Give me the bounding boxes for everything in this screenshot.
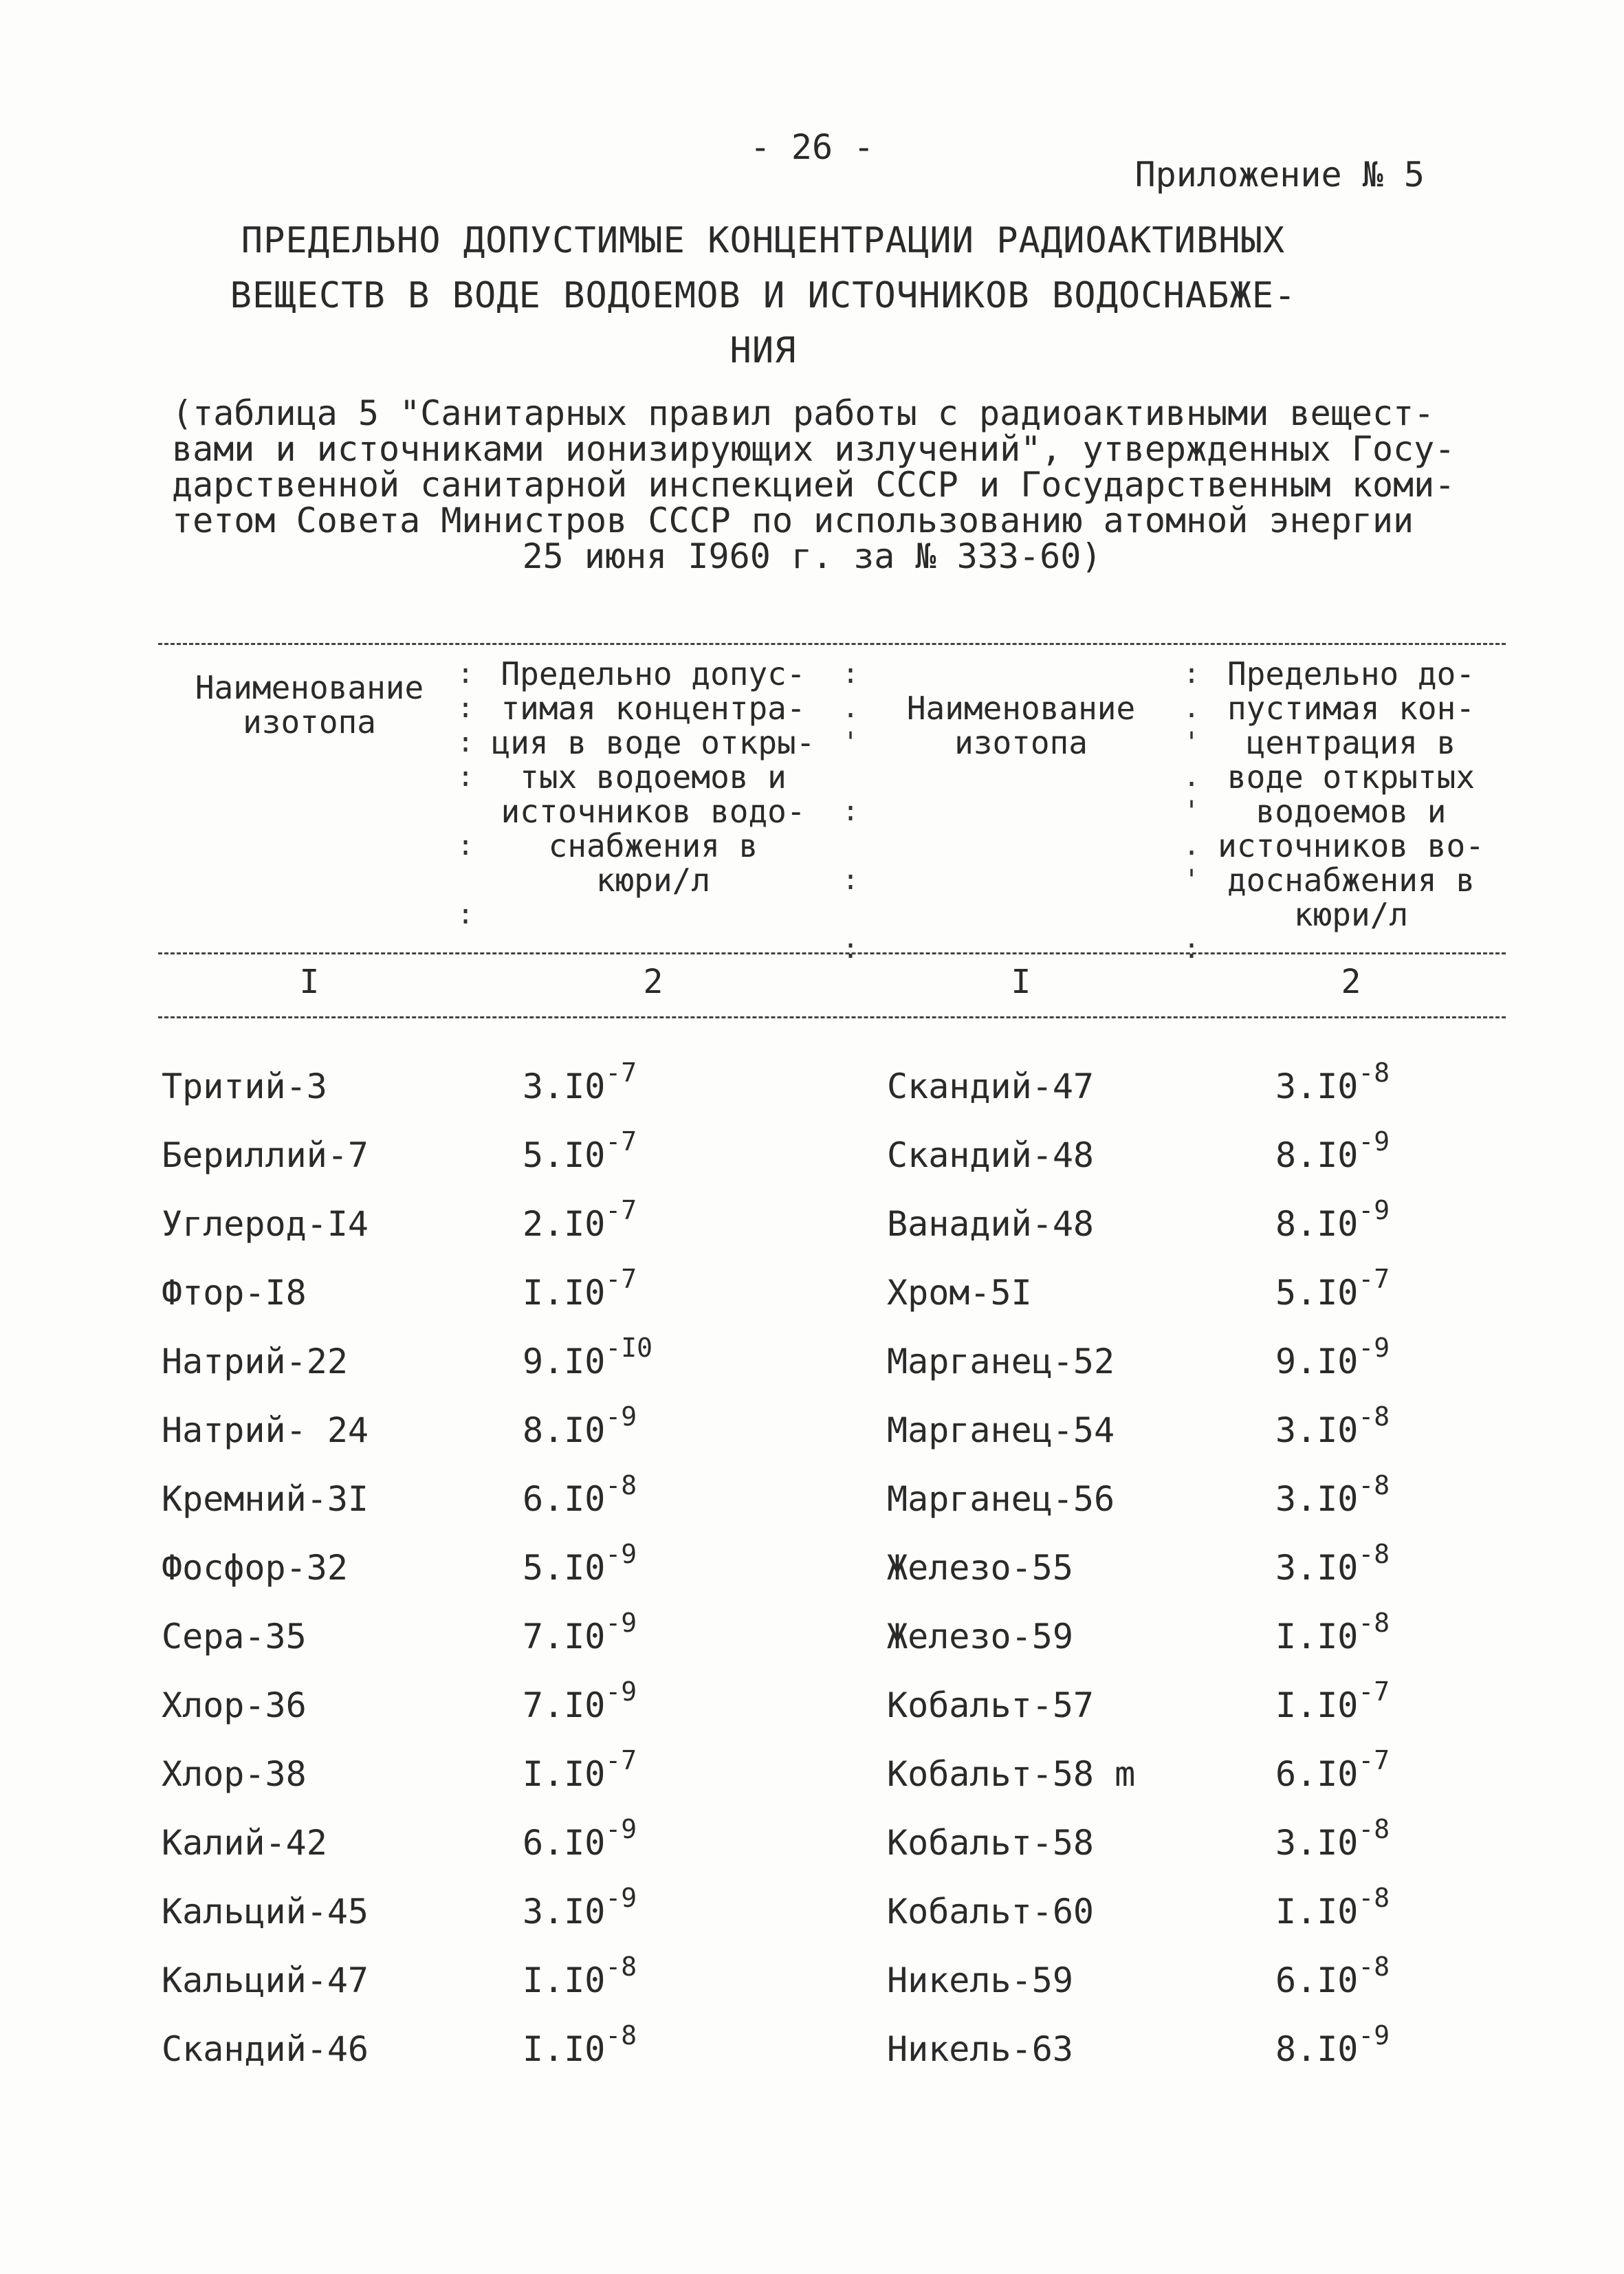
- concentration-value: [523, 1946, 637, 2015]
- value-exponent: -8: [1358, 1539, 1390, 1569]
- isotope-name: Кальций-45: [162, 1892, 369, 1932]
- concentration-value: [523, 1327, 652, 1396]
- value-mantissa: 3.I0: [523, 1892, 606, 1932]
- header-name-line-2: изотопа: [954, 724, 1088, 761]
- table-top-rule: [158, 643, 1506, 645]
- page-number: - 26 -: [749, 127, 875, 167]
- isotope-name: Сера-35: [162, 1617, 307, 1657]
- concentration-value: [523, 2015, 637, 2084]
- isotope-name: Кремний-3I: [162, 1479, 369, 1519]
- isotope-name: Углерод-I4: [162, 1204, 369, 1244]
- table-row: [0, 1946, 1624, 2015]
- header-conc-right: [1200, 657, 1502, 932]
- value-exponent: -8: [1358, 1470, 1390, 1500]
- isotope-name: Никель-59: [887, 1960, 1073, 2000]
- value-exponent: -9: [1358, 1333, 1390, 1363]
- header-conc-right-line: центрация в: [1246, 724, 1456, 761]
- value-mantissa: I.I0: [1275, 1685, 1359, 1725]
- value-exponent: -8: [605, 1470, 637, 1500]
- header-conc-left: [474, 657, 832, 897]
- value-mantissa: 8.I0: [1275, 1204, 1359, 1244]
- value-mantissa: I.I0: [1275, 1617, 1359, 1657]
- table-row: [0, 1671, 1624, 1740]
- concentration-value: [1275, 1121, 1390, 1190]
- header-name-left: [172, 670, 447, 739]
- isotope-name: Скандий-47: [887, 1067, 1095, 1106]
- concentration-value: [1275, 1052, 1390, 1121]
- isotope-name: Фтор-I8: [162, 1273, 307, 1313]
- concentration-value: [523, 1740, 637, 1808]
- header-conc-left-line: источников водо-: [501, 793, 806, 830]
- table-row: [0, 1877, 1624, 1946]
- value-mantissa: 8.I0: [1275, 1135, 1359, 1175]
- table-numbers-rule: [158, 1016, 1506, 1018]
- title-line-3: НИЯ: [729, 330, 797, 371]
- isotope-name: Тритий-3: [162, 1067, 327, 1106]
- value-mantissa: I.I0: [523, 1960, 606, 2000]
- value-exponent: -8: [1358, 1608, 1390, 1638]
- concentration-value: [1275, 1327, 1390, 1396]
- table-row: [0, 1533, 1624, 1602]
- header-name-line-1: Наименование: [906, 690, 1136, 727]
- note-line-4: тетом Совета Министров СССР по использованию атомной энергии: [172, 501, 1414, 540]
- table-row: [0, 2015, 1624, 2084]
- value-mantissa: 7.I0: [523, 1617, 606, 1657]
- value-exponent: -9: [1358, 1195, 1390, 1225]
- isotope-name: Железо-55: [887, 1548, 1073, 1588]
- isotope-name: Скандий-48: [887, 1135, 1095, 1175]
- header-conc-left-line: тых водоемов и: [520, 758, 787, 796]
- table-header-rule: [158, 952, 1506, 954]
- value-mantissa: 3.I0: [1275, 1067, 1359, 1106]
- value-exponent: -7: [605, 1126, 637, 1157]
- concentration-value: [1275, 2015, 1390, 2084]
- value-mantissa: 3.I0: [1275, 1548, 1359, 1588]
- header-conc-right-line: доснабжения в: [1227, 862, 1475, 899]
- concentration-value: [523, 1258, 637, 1327]
- table-row: [0, 1327, 1624, 1396]
- concentration-value: [1275, 1258, 1390, 1327]
- table-row: [0, 1121, 1624, 1190]
- value-exponent: -7: [1358, 1745, 1390, 1775]
- concentration-value: [1275, 1877, 1390, 1946]
- value-mantissa: 3.I0: [523, 1067, 606, 1106]
- table-row: [0, 1396, 1624, 1465]
- isotope-name: Скандий-46: [162, 2029, 369, 2069]
- concentration-value: [1275, 1740, 1390, 1808]
- value-exponent: -8: [605, 2020, 637, 2051]
- value-mantissa: 2.I0: [523, 1204, 606, 1244]
- isotope-name: Натрий-22: [162, 1342, 348, 1381]
- isotope-name: Кальций-47: [162, 1960, 369, 2000]
- isotope-name: Кобальт-58 m: [887, 1754, 1136, 1794]
- value-exponent: -7: [605, 1058, 637, 1088]
- isotope-name: Кобальт-58: [887, 1823, 1095, 1863]
- column-separator: : . ' . ' . ' :: [1183, 658, 1200, 965]
- concentration-value: [523, 1052, 637, 1121]
- column-separator: : . ' : : :: [842, 658, 859, 965]
- concentration-value: [523, 1121, 637, 1190]
- value-mantissa: 6.I0: [523, 1823, 606, 1863]
- header-conc-right-line: Предельно до-: [1227, 655, 1475, 692]
- concentration-value: [1275, 1602, 1390, 1671]
- concentration-value: [523, 1602, 637, 1671]
- value-exponent: -7: [1358, 1264, 1390, 1294]
- value-exponent: -9: [605, 1539, 637, 1569]
- value-exponent: -7: [1358, 1676, 1390, 1707]
- column-number: 2: [1341, 963, 1361, 1001]
- value-exponent: -8: [1358, 1883, 1390, 1913]
- concentration-value: [1275, 1946, 1390, 2015]
- concentration-value: [523, 1465, 637, 1533]
- value-mantissa: 7.I0: [523, 1685, 606, 1725]
- header-conc-left-line: Предельно допус-: [501, 655, 806, 692]
- value-mantissa: 8.I0: [523, 1410, 606, 1450]
- isotope-name: Никель-63: [887, 2029, 1073, 2069]
- concentration-value: [1275, 1671, 1390, 1740]
- isotope-name: Натрий- 24: [162, 1410, 369, 1450]
- isotope-name: Железо-59: [887, 1617, 1073, 1657]
- value-exponent: -9: [605, 1608, 637, 1638]
- header-conc-left-line: кюри/л: [595, 862, 711, 899]
- value-mantissa: 3.I0: [1275, 1479, 1359, 1519]
- table-row: [0, 1740, 1624, 1808]
- value-mantissa: I.I0: [1275, 1892, 1359, 1932]
- value-mantissa: I.I0: [523, 1273, 606, 1313]
- value-mantissa: 9.I0: [523, 1342, 606, 1381]
- isotope-name: Хром-5I: [887, 1273, 1032, 1313]
- value-mantissa: 6.I0: [1275, 1960, 1359, 2000]
- value-exponent: -8: [605, 1952, 637, 1982]
- value-exponent: -8: [1358, 1401, 1390, 1432]
- value-exponent: -9: [605, 1814, 637, 1844]
- note-line-1: (таблица 5 "Санитарных правил работы с радиоактивными вещест-: [172, 393, 1435, 433]
- value-exponent: -7: [605, 1745, 637, 1775]
- header-conc-left-line: ция в воде откры-: [491, 724, 815, 761]
- concentration-value: [1275, 1396, 1390, 1465]
- header-conc-right-line: водоемов и: [1255, 793, 1447, 830]
- value-mantissa: 5.I0: [523, 1548, 606, 1588]
- value-exponent: -8: [1358, 1952, 1390, 1982]
- header-conc-right-line: источников во-: [1218, 827, 1484, 864]
- value-exponent: -9: [605, 1401, 637, 1432]
- value-exponent: -I0: [605, 1333, 653, 1363]
- value-mantissa: 3.I0: [1275, 1823, 1359, 1863]
- isotope-name: Кобальт-57: [887, 1685, 1095, 1725]
- isotope-name: Марганец-54: [887, 1410, 1115, 1450]
- note-line-5: 25 июня I960 г. за № 333-60): [522, 536, 1102, 576]
- concentration-value: [523, 1671, 637, 1740]
- isotope-name: Бериллий-7: [162, 1135, 369, 1175]
- header-conc-right-line: кюри/л: [1293, 896, 1409, 933]
- value-mantissa: 9.I0: [1275, 1342, 1359, 1381]
- concentration-value: [1275, 1808, 1390, 1877]
- value-mantissa: 3.I0: [1275, 1410, 1359, 1450]
- note-line-3: дарственной санитарной инспекцией СССР и Государственным коми-: [172, 465, 1456, 505]
- value-mantissa: 6.I0: [1275, 1754, 1359, 1794]
- value-mantissa: 6.I0: [523, 1479, 606, 1519]
- value-exponent: -8: [1358, 1058, 1390, 1088]
- value-exponent: -9: [1358, 1126, 1390, 1157]
- table-row: [0, 1190, 1624, 1258]
- header-name-line-2: изотопа: [243, 703, 376, 741]
- isotope-name: Хлор-36: [162, 1685, 307, 1725]
- value-mantissa: 5.I0: [523, 1135, 606, 1175]
- column-number: I: [299, 963, 320, 1001]
- isotope-name: Марганец-56: [887, 1479, 1115, 1519]
- table-row: [0, 1602, 1624, 1671]
- note-line-2: вами и источниками ионизирующих излучений", утвержденных Госу-: [172, 429, 1456, 469]
- isotope-name: Калий-42: [162, 1823, 327, 1863]
- concentration-value: [523, 1533, 637, 1602]
- concentration-value: [523, 1877, 637, 1946]
- concentration-value: [523, 1396, 637, 1465]
- table-row: [0, 1258, 1624, 1327]
- concentration-value: [1275, 1190, 1390, 1258]
- value-mantissa: 8.I0: [1275, 2029, 1359, 2069]
- column-number: I: [1011, 963, 1031, 1001]
- isotope-name: Фосфор-32: [162, 1548, 348, 1588]
- concentration-value: [523, 1190, 637, 1258]
- column-number: 2: [643, 963, 663, 1001]
- isotope-name: Марганец-52: [887, 1342, 1115, 1381]
- value-exponent: -7: [605, 1264, 637, 1294]
- header-name-right: [866, 691, 1176, 760]
- header-conc-right-line: пустимая кон-: [1227, 690, 1475, 727]
- value-exponent: -9: [605, 1883, 637, 1913]
- value-mantissa: 5.I0: [1275, 1273, 1359, 1313]
- appendix-label: Приложение № 5: [1134, 155, 1425, 195]
- isotope-name: Ванадий-48: [887, 1204, 1095, 1244]
- header-conc-right-line: воде открытых: [1227, 758, 1475, 796]
- title-line-2: ВЕЩЕСТВ В ВОДЕ ВОДОЕМОВ И ИСТОЧНИКОВ ВОДОСНАБЖЕ-: [230, 275, 1297, 316]
- value-exponent: -9: [1358, 2020, 1390, 2051]
- title-line-1: ПРЕДЕЛЬНО ДОПУСТИМЫЕ КОНЦЕНТРАЦИИ РАДИОАКТИВНЫХ: [241, 220, 1286, 261]
- value-mantissa: I.I0: [523, 2029, 606, 2069]
- concentration-value: [1275, 1533, 1390, 1602]
- isotope-name: Хлор-38: [162, 1754, 307, 1794]
- isotope-name: Кобальт-60: [887, 1892, 1095, 1932]
- concentration-value: [523, 1808, 637, 1877]
- concentration-value: [1275, 1465, 1390, 1533]
- header-conc-left-line: тимая концентра-: [501, 690, 806, 727]
- value-exponent: -9: [605, 1676, 637, 1707]
- table-row: [0, 1465, 1624, 1533]
- table-row: [0, 1808, 1624, 1877]
- column-separator: : : : : : :: [457, 658, 474, 930]
- value-mantissa: I.I0: [523, 1754, 606, 1794]
- value-exponent: -7: [605, 1195, 637, 1225]
- value-exponent: -8: [1358, 1814, 1390, 1844]
- header-conc-left-line: снабжения в: [548, 827, 758, 864]
- header-name-line-1: Наименование: [195, 669, 424, 706]
- table-row: [0, 1052, 1624, 1121]
